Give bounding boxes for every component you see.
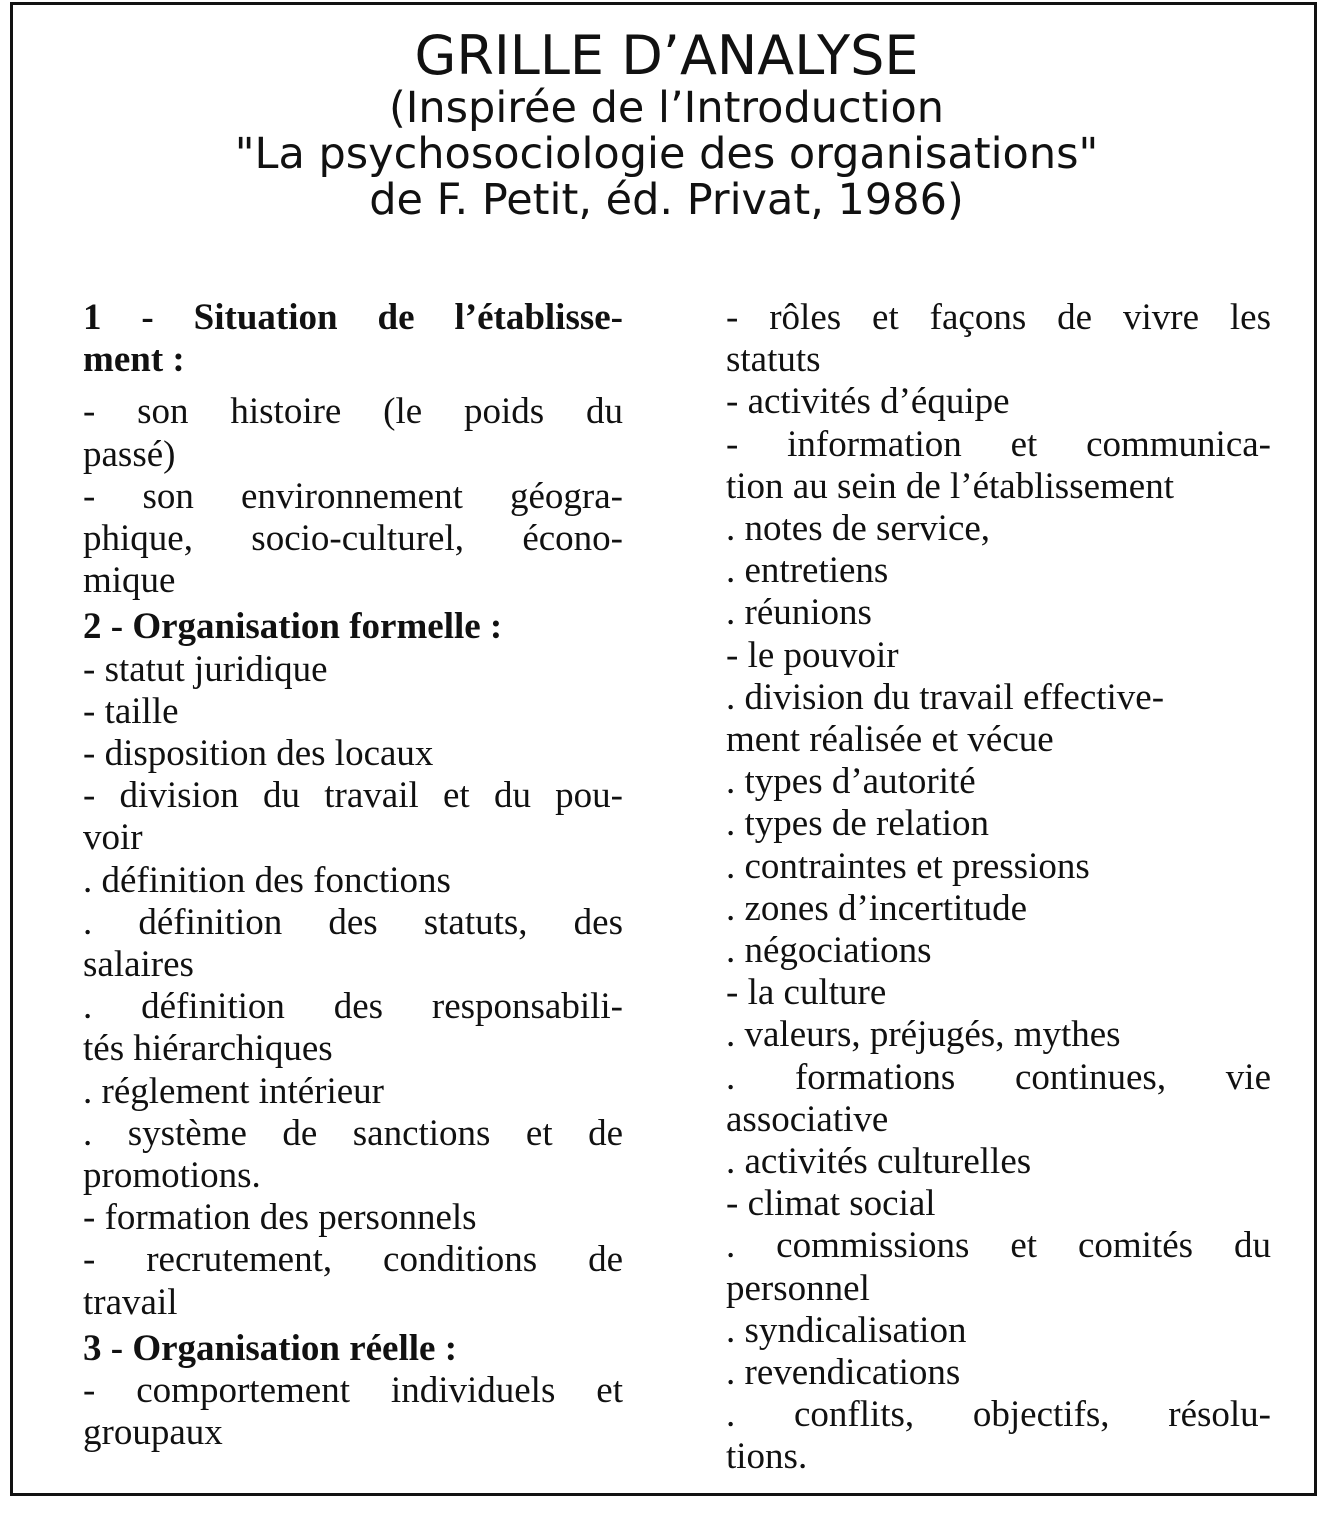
section-3-item: - climat social bbox=[726, 1183, 936, 1225]
section-1-item: mique bbox=[83, 560, 176, 602]
section-2-item: - formation des personnels bbox=[83, 1197, 477, 1239]
section-2-item: . définition des fonctions bbox=[83, 859, 451, 901]
section-3-item: groupaux bbox=[83, 1412, 223, 1454]
section-3-item: . conflits, objectifs, résolu- bbox=[726, 1394, 1271, 1436]
section-3-item: - activités d’équipe bbox=[726, 381, 1010, 423]
section-3-item: . entretiens bbox=[726, 550, 889, 592]
section-3-item: - comportement individuels et bbox=[83, 1370, 623, 1412]
section-3-item: tions. bbox=[726, 1436, 808, 1478]
section-3-item: . valeurs, préjugés, mythes bbox=[726, 1014, 1121, 1056]
section-3-item: . types de relation bbox=[726, 803, 990, 845]
section-2-item: - disposition des locaux bbox=[83, 733, 434, 775]
section-3-item: personnel bbox=[726, 1267, 870, 1309]
section-3-item: . négociations bbox=[726, 930, 932, 972]
section-2-item: . système de sanctions et de bbox=[83, 1112, 623, 1154]
section-2-item: - taille bbox=[83, 690, 179, 732]
section-3-item: . activités culturelles bbox=[726, 1141, 1032, 1183]
section-1-item: phique, socio-culturel, écono- bbox=[83, 518, 623, 560]
section-3-item: . commissions et comités du bbox=[726, 1225, 1271, 1267]
section-2-item: tés hiérarchiques bbox=[83, 1028, 333, 1070]
section-2-item: salaires bbox=[83, 944, 194, 986]
section-3-item: associative bbox=[726, 1098, 889, 1140]
section-1-item: - son histoire (le poids du bbox=[83, 391, 623, 433]
document-title: GRILLE D’ANALYSE bbox=[414, 24, 919, 87]
document-frame bbox=[10, 2, 1317, 1496]
right-column bbox=[726, 297, 1271, 1479]
section-3-item: - rôles et façons de vivre les bbox=[726, 297, 1271, 338]
section-3-item: statuts bbox=[726, 339, 821, 381]
section-1-item: - son environnement géogra- bbox=[83, 475, 623, 517]
section-2-item: - statut juridique bbox=[83, 648, 328, 690]
section-3-item: ment réalisée et vécue bbox=[726, 719, 1054, 761]
section-2-item: . définition des responsabili- bbox=[83, 986, 623, 1028]
section-1-item: passé) bbox=[83, 433, 176, 475]
section-3-item: . revendications bbox=[726, 1352, 961, 1394]
left-column bbox=[83, 297, 623, 1454]
section-3-item: - information et communica- bbox=[726, 423, 1271, 465]
section-3-item: . contraintes et pressions bbox=[726, 845, 1090, 887]
section-3-item: . division du travail effective- bbox=[726, 676, 1165, 718]
subtitle-line-3: de F. Petit, éd. Privat, 1986) bbox=[369, 175, 964, 225]
subtitle-line-2: "La psychosociologie des organisations" bbox=[234, 129, 1099, 179]
section-3-heading: 3 - Organisation réelle : bbox=[83, 1327, 458, 1369]
subtitle-line-1: (Inspirée de l’Introduction bbox=[388, 83, 945, 133]
section-2-item: travail bbox=[83, 1281, 178, 1323]
section-3-item: . syndicalisation bbox=[726, 1309, 967, 1351]
section-2-item: - recrutement, conditions de bbox=[83, 1239, 623, 1281]
section-3-item: . types d’autorité bbox=[726, 761, 976, 803]
section-1-heading-line-2: ment : bbox=[83, 339, 185, 381]
section-2-item: . réglement intérieur bbox=[83, 1070, 385, 1112]
section-1-heading-line-1: 1 - Situation de l’établisse- bbox=[83, 297, 623, 338]
section-2-item: voir bbox=[83, 817, 143, 859]
section-2-heading: 2 - Organisation formelle : bbox=[83, 606, 503, 648]
title-block bbox=[13, 24, 1320, 225]
section-3-item: . zones d’incertitude bbox=[726, 887, 1028, 929]
section-2-item: - division du travail et du pou- bbox=[83, 775, 623, 817]
section-3-item: . notes de service, bbox=[726, 508, 991, 550]
section-3-item: . formations continues, vie bbox=[726, 1056, 1271, 1098]
section-2-item: promotions. bbox=[83, 1155, 261, 1197]
section-2-item: . définition des statuts, des bbox=[83, 901, 623, 943]
section-3-item: tion au sein de l’établissement bbox=[726, 465, 1174, 507]
section-3-item: - le pouvoir bbox=[726, 634, 899, 676]
section-3-item: . réunions bbox=[726, 592, 872, 634]
section-3-item: - la culture bbox=[726, 972, 887, 1014]
